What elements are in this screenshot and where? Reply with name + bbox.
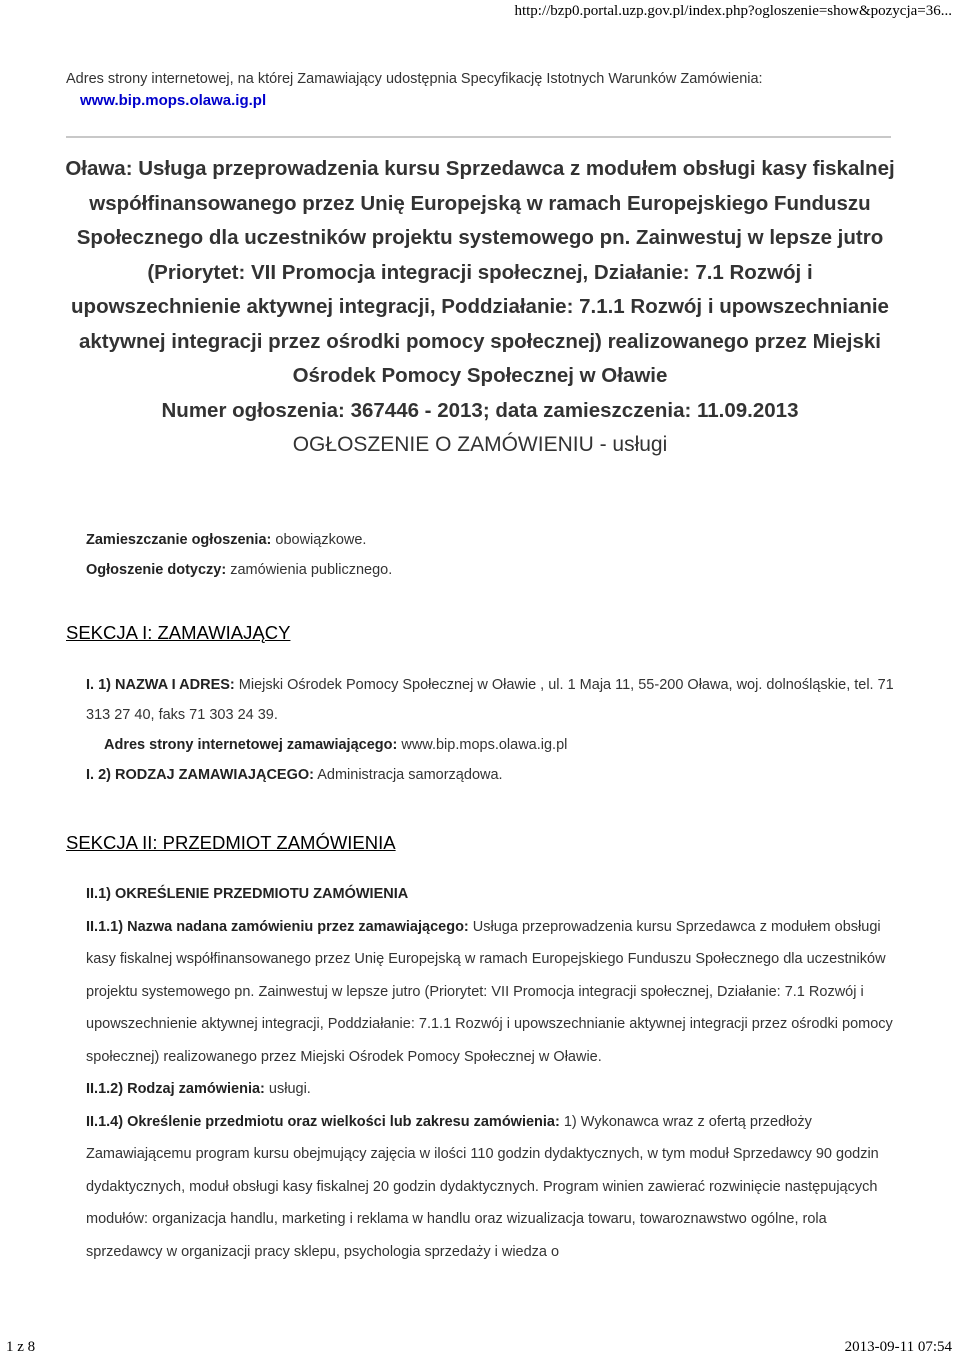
order-scope-value: 1) Wykonawca wraz z ofertą przedłoży Zamawiającemu program kursu obejmujący zajęcia w ilości 110 godzin dydaktycznych, w tym moduł Sprzedawcy 90 godzin dydaktycznych, moduł obsługi kasy fiskalnej 20 godzin dydaktycznych. Program winien zawierać rozwinięcie następujących modułów: organizacja handlu, marketing i reklama w handlu oraz wizualizacja towaru, towaroznawstwo ogólne, rola sprzedawcy w organizacji pracy sklepu, psychologia sprzedaży i wiedza o — [86, 1113, 879, 1260]
notice-title-block — [60, 152, 900, 463]
contracting-web-label: Adres strony internetowej zamawiającego: — [104, 737, 398, 753]
notice-meta: Numer ogłoszenia: 367446 - 2013; data zamieszczenia: 11.09.2013 — [161, 398, 799, 422]
divider — [66, 136, 891, 138]
order-scope-label: II.1.4) Określenie przedmiotu oraz wielkości lub zakresu zamówienia: — [86, 1113, 560, 1130]
siwz-address-link[interactable]: www.bip.mops.olawa.ig.pl — [80, 92, 267, 109]
page-number: 1 z 8 — [6, 1339, 36, 1355]
section-1-heading: SEKCJA I: ZAMAWIAJĄCY — [66, 622, 291, 643]
placement-label: Zamieszczanie ogłoszenia: — [86, 532, 272, 548]
subject-heading: II.1) OKREŚLENIE PRZEDMIOTU ZAMÓWIENIA — [86, 886, 409, 902]
siwz-address-label: Adres strony internetowej, na której Zamawiający udostępnia Specyfikację Istotnych Warunków Zamówienia: — [66, 71, 763, 87]
concerns-label: Ogłoszenie dotyczy: — [86, 562, 227, 578]
info-block — [86, 525, 901, 585]
contracting-web-value[interactable]: www.bip.mops.olawa.ig.pl — [401, 737, 568, 753]
order-name-value: Usługa przeprowadzenia kursu Sprzedawca z modułem obsługi kasy fiskalnej współfinansowanego przez Unię Europejską w ramach Europejskiego Funduszu Społecznego dla uczestników projektu systemowego pn. Zainwestuj w lepsze jutro (Priorytet: VII Promocja integracji społecznej, Działanie: 7.1 Rozwój i upowszechnienie aktywnej integracji, Poddziałanie: 7.1.1 Rozwój i upowszechnianie aktywnej integracji przez ośrodki pomocy społecznej) realizowanego przez Miejski Ośrodek Pomocy Społecznej w Oławie. — [86, 918, 893, 1065]
section-2-body — [86, 878, 901, 1268]
notice-kind: OGŁOSZENIE O ZAMÓWIENIU - usługi — [292, 433, 668, 456]
order-kind-label: II.1.2) Rodzaj zamówienia: — [86, 1081, 265, 1097]
placement-value: obowiązkowe. — [275, 532, 367, 548]
contracting-name-value: Miejski Ośrodek Pomocy Społecznej w Oławie , ul. 1 Maja 11, 55-200 Oława, woj. dolnośląskie, tel. 71 313 27 40, faks 71 303 24 39. — [86, 677, 894, 723]
contracting-type-value: Administracja samorządowa. — [317, 767, 503, 783]
contracting-name-label: I. 1) NAZWA I ADRES: — [86, 677, 235, 693]
notice-title: Oława: Usługa przeprowadzenia kursu Sprzedawca z modułem obsługi kasy fiskalnej współfinansowanego przez Unię Europejską w ramach Europejskiego Funduszu Społecznego dla uczestników projektu systemowego pn. Zainwestuj w lepsze jutro (Priorytet: VII Promocja integracji społecznej, Działanie: 7.1 Rozwój i upowszechnienie aktywnej integracji, Poddziałanie: 7.1.1 Rozwój i upowszechnianie aktywnej integracji przez ośrodki pomocy społecznej) realizowanego przez Miejski Ośrodek Pomocy Społecznej w Oławie — [65, 157, 895, 387]
print-header-url: http://bzp0.portal.uzp.gov.pl/index.php?ogloszenie=show&pozycja=36... — [514, 3, 952, 19]
contracting-type-label: I. 2) RODZAJ ZAMAWIAJĄCEGO: — [86, 767, 314, 783]
order-kind-value: usługi. — [268, 1081, 311, 1097]
section-2-heading: SEKCJA II: PRZEDMIOT ZAMÓWIENIA — [66, 832, 396, 853]
siwz-address-block — [66, 68, 763, 112]
order-name-label: II.1.1) Nazwa nadana zamówieniu przez zamawiającego: — [86, 918, 469, 935]
section-1-body — [86, 670, 901, 790]
print-datetime: 2013-09-11 07:54 — [844, 1339, 952, 1355]
concerns-value: zamówienia publicznego. — [230, 562, 393, 578]
